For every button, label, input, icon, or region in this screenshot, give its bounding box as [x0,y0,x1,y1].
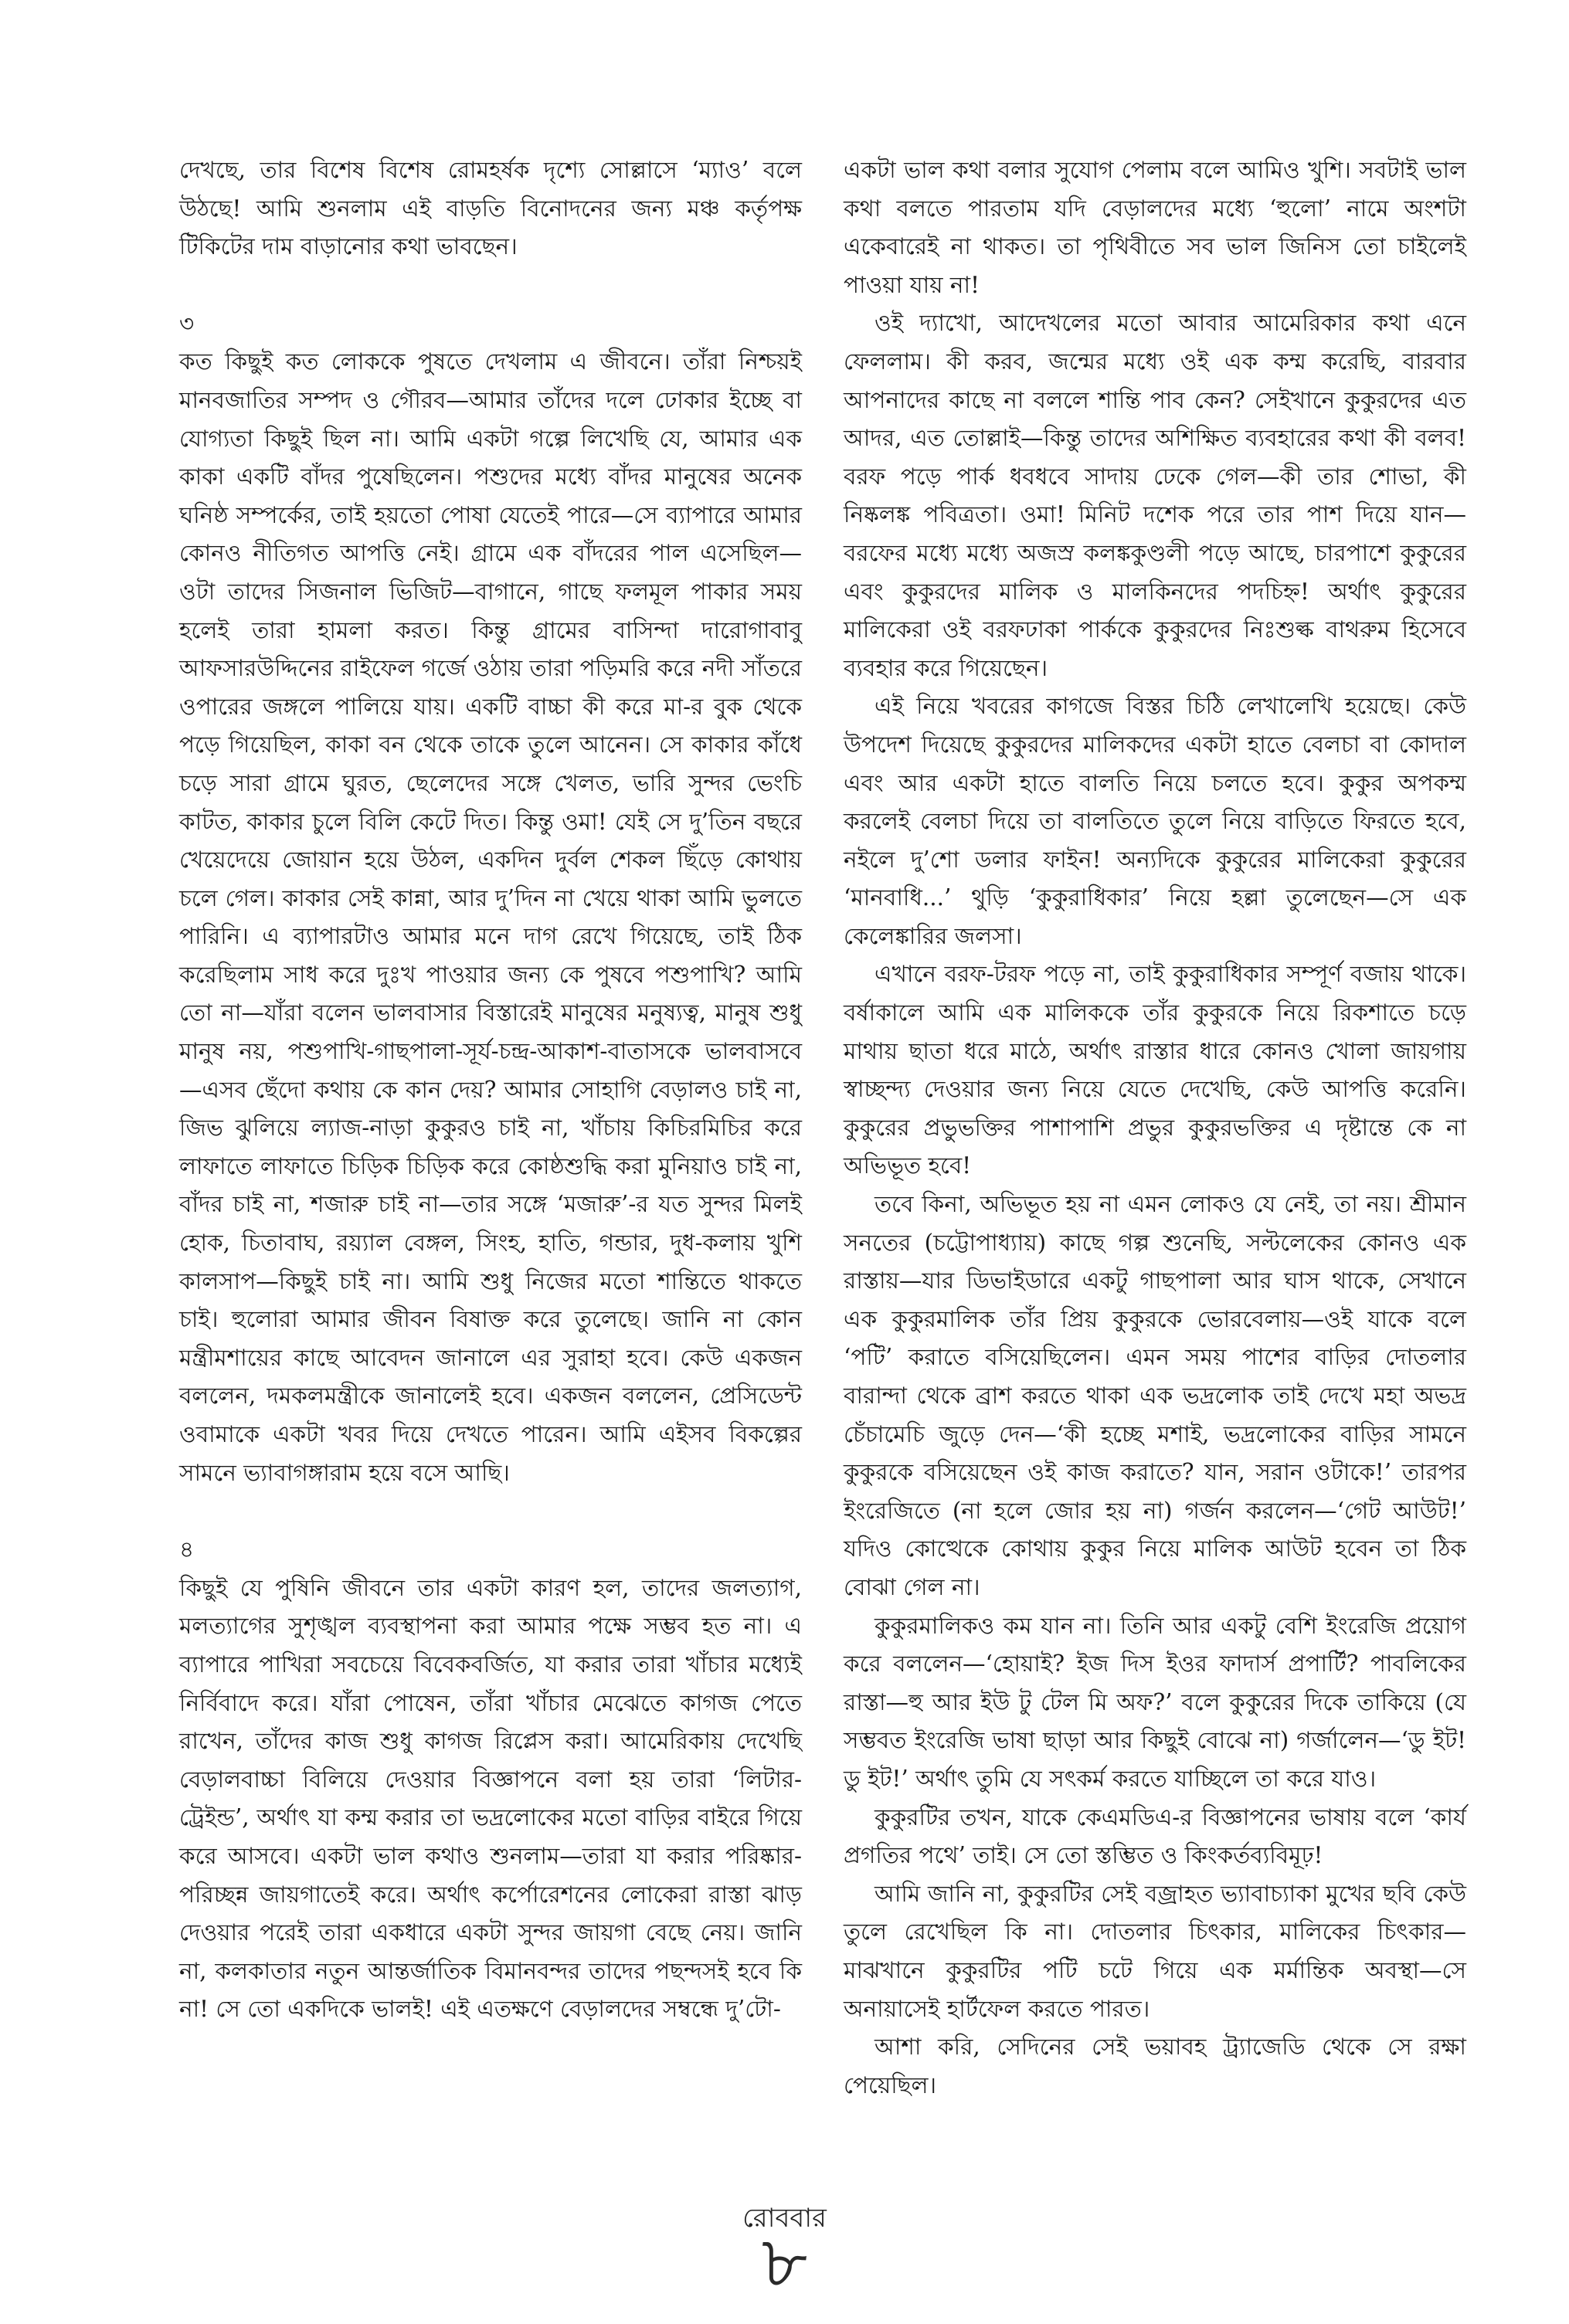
section-4-number: ৪ [179,1536,195,1563]
right-paragraph-2: ওই দ্যাখো, আদেখলের মতো আবার আমেরিকার কথা এনে ফেললাম। কী করব, জন্মের মধ্যে ওই এক কম্ম করেছি, বারবার আপনাদের কাছে না বললে শান্তি পাব কেন? সেইখানে কুকুরদের এত আদর, এত তোল্লাই—কিন্তু তাদের অশিক্ষিত ব্যবহারের কথা কী বলব! বরফ পড়ে পার্ক ধবধবে সাদায় ঢেকে গেল—কী তার শোভা, কী নিষ্কলঙ্ক পবিত্রতা। ওমা! মিনিট দশেক পরে তার পাশ দিয়ে যান—বরফের মধ্যে মধ্যে অজস্র কলঙ্ককুণ্ডলী পড়ে আছে, চারপাশে কুকুরের এবং কুকুরদের মালিক ও মালকিনদের পদচিহ্ন! অর্থাৎ কুকুরের মালিকেরা ওই বরফঢাকা পার্ককে কুকুরদের নিঃশুল্ক বাথরুম হিসেবে ব্যবহার করে গিয়েছেন। [844,310,1466,681]
section-4-paragraph: কিছুই যে পুষিনি জীবনে তার একটা কারণ হল, তাদের জলত্যাগ, মলত্যাগের সুশৃঙ্খল ব্যবস্থাপনা করা আমার পক্ষে সম্ভব হত না। এ ব্যাপারে পাখিরা সবচেয়ে বিবেকবর্জিত, যা করার তারা খাঁচার মধ্যেই নির্বিবাদে করে। যাঁরা পোষেন, তাঁরা খাঁচার মেঝেতে কাগজ পেতে রাখেন, তাঁদের কাজ শুধু কাগজ রিপ্লেস করা। আমেরিকায় দেখেছি বেড়ালবাচ্চা বিলিয়ে দেওয়ার বিজ্ঞাপনে বলা হয় তারা ‘লিটার-ট্রেইন্ড’, অর্থাৎ যা কম্ম করার তা ভদ্রলোকের মতো বাড়ির বাইরে গিয়ে করে আসবে। একটা ভাল কথাও শুনলাম—তারা যা করার পরিষ্কার-পরিচ্ছন্ন জায়গাতেই করে। অর্থাৎ কর্পোরেশনের লোকেরা রাস্তা ঝাড় দেওয়ার পরেই তারা একধারে একটা সুন্দর জায়গা বেছে নেয়। জানি না, কলকাতার নতুন আন্তর্জাতিক বিমানবন্দর তাদের পছন্দসই হবে কি না! সে তো একদিকে ভালই! এই এতক্ষণে বেড়ালদের সম্বন্ধে দু’টো- [179,1574,802,2023]
footer-magazine-name: রোববার [742,2203,827,2234]
right-column [844,151,1466,2105]
left-column [179,151,802,2029]
section-3-paragraph: কত কিছুই কত লোককে পুষতে দেখলাম এ জীবনে। তাঁরা নিশ্চয়ই মানবজাতির সম্পদ ও গৌরব—আমার তাঁদের দলে ঢোকার ইচ্ছে বা যোগ্যতা কিছুই ছিল না। আমি একটা গল্পে লিখেছি যে, আমার এক কাকা একটি বাঁদর পুষেছিলেন। পশুদের মধ্যে বাঁদর মানুষের অনেক ঘনিষ্ঠ সম্পর্কের, তাই হয়তো পোষা যেতেই পারে—সে ব্যাপারে আমার কোনও নীতিগত আপত্তি নেই। গ্রামে এক বাঁদরের পাল এসেছিল—ওটা তাদের সিজনাল ভিজিট—বাগানে, গাছে ফলমূল পাকার সময় হলেই তারা হামলা করত। কিন্তু গ্রামের বাসিন্দা দারোগাবাবু আফসারউদ্দিনের রাইফেল গর্জে ওঠায় তারা পড়িমরি করে নদী সাঁতরে ওপারের জঙ্গলে পালিয়ে যায়। একটি বাচ্চা কী করে মা-র বুক থেকে পড়ে গিয়েছিল, কাকা বন থেকে তাকে তুলে আনেন। সে কাকার কাঁধে চড়ে সারা গ্রামে ঘুরত, ছেলেদের সঙ্গে খেলত, ভারি সুন্দর ভেংচি কাটত, কাকার চুলে বিলি কেটে দিত। কিন্তু ওমা! যেই সে দু’তিন বছরে খেয়েদেয়ে জোয়ান হয়ে উঠল, একদিন দুর্বল শেকল ছিঁড়ে কোথায় চলে গেল। কাকার সেই কান্না, আর দু’দিন না খেয়ে থাকা আমি ভুলতে পারিনি। এ ব্যাপারটাও আমার মনে দাগ রেখে গিয়েছে, তাই ঠিক করেছিলাম সাধ করে দুঃখ পাওয়ার জন্য কে পুষবে পশুপাখি? আমি তো না—যাঁরা বলেন ভালবাসার বিস্তারেই মানুষের মনুষ্যত্ব, মানুষ শুধু মানুষ নয়, পশুপাখি-গাছপালা-সূর্য-চন্দ্র-আকাশ-বাতাসকে ভালবাসবে—এসব ছেঁদো কথায় কে কান দেয়? আমার সোহাগি বেড়ালও চাই না, জিভ ঝুলিয়ে ল্যাজ-নাড়া কুকুরও চাই না, খাঁচায় কিচিরমিচির করে লাফাতে লাফাতে চিড়িক চিড়িক করে কোষ্ঠশুদ্ধি করা মুনিয়াও চাই না, বাঁদর চাই না, শজারু চাই না—তার সঙ্গে ‘মজারু’-র যত সুন্দর মিলই হোক, চিতাবাঘ, রয়্যাল বেঙ্গল, সিংহ, হাতি, গন্ডার, দুধ-কলায় খুশি কালসাপ—কিছুই চাই না। আমি শুধু নিজের মতো শান্তিতে থাকতে চাই। হুলোরা আমার জীবন বিষাক্ত করে তুলেছে। জানি না কোন মন্ত্রীমশায়ের কাছে আবেদন জানালে এর সুরাহা হবে। কেউ একজন বললেন, দমকলমন্ত্রীকে জানালেই হবে। একজন বললেন, প্রেসিডেন্ট ওবামাকে একটা খবর দিয়ে দেখতে পারেন। আমি এইসব বিকল্পের সামনে ভ্যাবাগঙ্গারাম হয়ে বসে আছি। [179,348,802,1486]
right-paragraph-9: আশা করি, সেদিনের সেই ভয়াবহ ট্র্যাজেডি থেকে সে রক্ষা পেয়েছিল। [844,2034,1466,2098]
right-paragraph-8: আমি জানি না, কুকুরটির সেই বজ্রাহত ভ্যাবাচ্যাকা মুখের ছবি কেউ তুলে রেখেছিল কি না। দোতলার চিৎকার, মালিকের চিৎকার—মাঝখানে কুকুরটির পটি চটে গিয়ে এক মর্মান্তিক অবস্থা—সে অনায়াসেই হার্টফেল করতে পারত। [844,1880,1466,2022]
footer-page-number: ৮ [761,2221,808,2304]
right-paragraph-1: একটা ভাল কথা বলার সুযোগ পেলাম বলে আমিও খুশি। সবটাই ভাল কথা বলতে পারতাম যদি বেড়ালদের মধ্যে ‘হুলো’ নামে অংশটা একেবারেই না থাকত। তা পৃথিবীতে সব ভাল জিনিস তো চাইলেই পাওয়া যায় না! [844,157,1466,298]
right-paragraph-6: কুকুরমালিকও কম যান না। তিনি আর একটু বেশি ইংরেজি প্রয়োগ করে বললেন—‘হোয়াই? ইজ দিস ইওর ফাদার্স প্রপার্টি? পাবলিকের রাস্তা—হু আর ইউ টু টেল মি অফ?’ বলে কুকুরের দিকে তাকিয়ে (যে সম্ভবত ইংরেজি ভাষা ছাড়া আর কিছুই বোঝে না) গর্জালেন—‘ডু ইট! ডু ইট!’ অর্থাৎ তুমি যে সৎকর্ম করতে যাচ্ছিলে তা করে যাও। [844,1612,1466,1792]
right-paragraph-4: এখানে বরফ-টরফ পড়ে না, তাই কুকুরাধিকার সম্পূর্ণ বজায় থাকে। বর্ষাকালে আমি এক মালিককে তাঁর কুকুরকে নিয়ে রিকশাতে চড়ে মাথায় ছাতা ধরে মাঠে, অর্থাৎ রাস্তার ধারে কোনও খোলা জায়গায় স্বাচ্ছন্দ্য দেওয়ার জন্য নিয়ে যেতে দেখেছি, কেউ আপত্তি করেনি। কুকুরের প্রভুভক্তির পাশাপাশি প্রভুর কুকুরভক্তির এ দৃষ্টান্তে কে না অভিভূত হবে! [844,961,1466,1179]
intro-paragraph: দেখছে, তার বিশেষ বিশেষ রোমহর্ষক দৃশ্যে সোল্লাসে ‘ম্যাও’ বলে উঠছে! আমি শুনলাম এই বাড়তি বিনোদনের জন্য মঞ্চ কর্তৃপক্ষ টিকিটের দাম বাড়ানোর কথা ভাবছেন। [179,157,802,260]
right-paragraph-5: তবে কিনা, অভিভূত হয় না এমন লোকও যে নেই, তা নয়। শ্রীমান সনতের (চট্টোপাধ্যায়) কাছে গল্প শুনেছি, সল্টলেকের কোনও এক রাস্তায়—যার ডিভাইডারে একটু গাছপালা আর ঘাস থাকে, সেখানে এক কুকুরমালিক তাঁর প্রিয় কুকুরকে ভোরবেলায়—ওই যাকে বলে ‘পটি’ করাতে বসিয়েছিলেন। এমন সময় পাশের বাড়ির দোতলার বারান্দা থেকে ব্রাশ করতে থাকা এক ভদ্রলোক তাই দেখে মহা অভদ্র চেঁচামেচি জুড়ে দেন—‘কী হচ্ছে মশাই, ভদ্রলোকের বাড়ির সামনে কুকুরকে বসিয়েছেন ওই কাজ করাতে? যান, সরান ওটাকে!’ তারপর ইংরেজিতে (না হলে জোর হয় না) গর্জন করলেন—‘গেট আউট!’ যদিও কোত্থেকে কোথায় কুকুর নিয়ে মালিক আউট হবেন তা ঠিক বোঝা গেল না। [844,1191,1466,1600]
section-3-number: ৩ [179,310,195,337]
right-paragraph-3: এই নিয়ে খবরের কাগজে বিস্তর চিঠি লেখালেখি হয়েছে। কেউ উপদেশ দিয়েছে কুকুরদের মালিকদের একটা হাতে বেলচা বা কোদাল এবং আর একটা হাতে বালতি নিয়ে চলতে হবে। কুকুর অপকম্ম করলেই বেলচা দিয়ে তা বালতিতে তুলে নিয়ে বাড়িতে ফিরতে হবে, নইলে দু’শো ডলার ফাইন! অন্যদিকে কুকুরের মালিকেরা কুকুরের ‘মানবাধি...’ থুড়ি ‘কুকুরাধিকার’ নিয়ে হল্লা তুলেছেন—সে এক কেলেঙ্কারির জলসা। [844,693,1466,949]
right-paragraph-7: কুকুরটির তখন, যাকে কেএমডিএ-র বিজ্ঞাপনের ভাষায় বলে ‘কার্য প্রগতির পথে’ তাই। সে তো স্তম্ভিত ও কিংকর্তব্যবিমূঢ়! [844,1803,1466,1869]
